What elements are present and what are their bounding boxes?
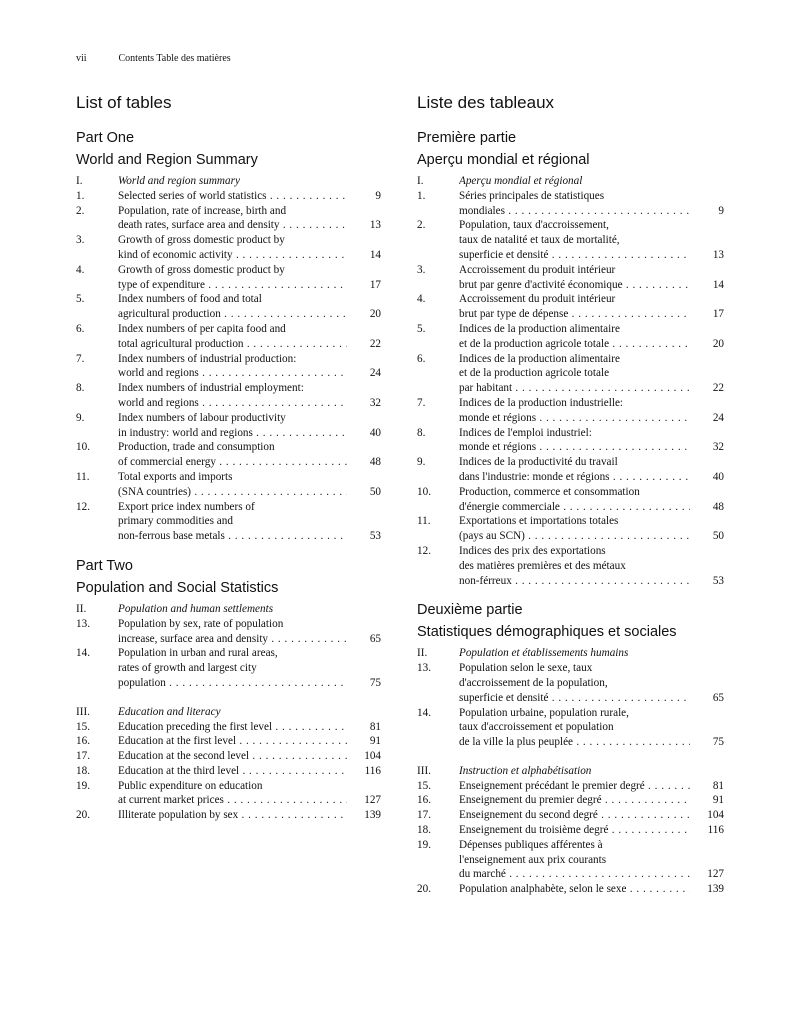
entry-title-line: Index numbers of industrial employment: <box>118 382 304 395</box>
entry-number: 2. <box>76 204 85 217</box>
entry-page-number[interactable]: 139 <box>707 883 724 896</box>
entry-title-line: type of expenditure . . . <box>118 278 347 293</box>
entry-title-line: Indices de la productivité du travail <box>459 456 618 469</box>
toc-entry[interactable] <box>417 455 724 485</box>
part-label: Deuxième partie <box>417 602 523 619</box>
entry-title <box>459 838 690 882</box>
entry-title-line: Exportations et importations totales <box>459 515 619 528</box>
entry-number: 4. <box>417 293 426 306</box>
entry-title-line: Illiterate population by sex . . . <box>118 808 347 823</box>
entry-title-line: et de la production agricole totale . . . <box>459 337 690 352</box>
entry-number: 15. <box>76 720 90 733</box>
entry-title <box>118 500 347 544</box>
group-heading <box>76 602 381 617</box>
group-numeral: I. <box>417 175 424 187</box>
toc-entry[interactable] <box>76 617 381 647</box>
entry-number: 16. <box>76 735 90 748</box>
group-numeral: II. <box>417 647 428 660</box>
entry-title-line: du marché . . . <box>459 867 690 882</box>
toc-entry[interactable] <box>417 544 724 588</box>
entry-number: 11. <box>417 515 431 528</box>
entry-title <box>118 189 347 204</box>
toc-entry[interactable] <box>417 779 724 794</box>
toc-entry[interactable] <box>76 734 381 749</box>
entry-title <box>459 793 690 808</box>
group-numeral: III. <box>417 764 431 777</box>
entry-page-number[interactable]: 81 <box>369 720 381 733</box>
entry-title-line: Export price index numbers of <box>118 500 255 513</box>
toc-entry[interactable] <box>76 749 381 764</box>
entry-page-number[interactable]: 65 <box>369 632 381 645</box>
entry-title-line: Enseignement précédant le premier degré . . . <box>459 779 690 794</box>
entry-number: 14. <box>417 706 431 719</box>
entry-number: 6. <box>76 322 85 335</box>
group-title-lines <box>118 602 347 617</box>
entry-title-line: Accroissement du produit intérieur <box>459 263 616 276</box>
toc-entry[interactable] <box>417 882 724 897</box>
toc-entry[interactable] <box>76 263 381 293</box>
entry-title-line: brut par genre d'activité économique . . . <box>459 278 690 293</box>
toc-entry[interactable] <box>76 779 381 809</box>
toc-entry[interactable] <box>417 189 724 219</box>
entry-number: 6. <box>417 352 426 365</box>
entry-page-number[interactable]: 9 <box>718 204 724 217</box>
entry-page-number[interactable]: 127 <box>707 868 724 881</box>
group-heading <box>76 705 381 720</box>
entry-number: 1. <box>76 189 85 202</box>
toc-entry[interactable] <box>417 352 724 396</box>
entry-title-line: world and regions . . . <box>118 366 347 381</box>
toc-entry[interactable] <box>417 514 724 544</box>
entry-number: 4. <box>76 263 85 276</box>
entry-title-line: de la ville la plus peuplée . . . <box>459 735 690 750</box>
toc-entry[interactable] <box>76 808 381 823</box>
toc-entry[interactable] <box>76 470 381 500</box>
toc-entry[interactable] <box>417 396 724 426</box>
entry-title-line: (pays au SCN) . . . <box>459 529 690 544</box>
entry-title <box>459 218 690 262</box>
entry-number: 10. <box>417 485 431 498</box>
entry-page-number[interactable]: 50 <box>369 485 381 498</box>
entry-title-line: Education at the second level . . . <box>118 749 347 764</box>
entry-page-number[interactable]: 116 <box>364 764 381 777</box>
toc-entry[interactable] <box>76 764 381 779</box>
entry-title-line: d'accroissement de la population, <box>459 676 608 689</box>
entry-page-number[interactable]: 104 <box>364 750 381 763</box>
entry-number: 5. <box>76 293 85 306</box>
entry-title-line: Enseignement du troisième degré . . . <box>459 823 690 838</box>
entry-number: 13. <box>417 662 431 675</box>
entry-title-line: primary commodities and <box>118 515 233 528</box>
list-title: List of tables <box>76 93 172 112</box>
entry-number: 7. <box>76 352 85 365</box>
toc-entry[interactable] <box>76 720 381 735</box>
entry-title-line: Population analphabète, selon le sexe . . . <box>459 882 690 897</box>
entry-number: 19. <box>417 838 431 851</box>
entry-title <box>459 292 690 322</box>
entry-number: 10. <box>76 441 90 454</box>
entry-title-line: mondiales . . . <box>459 204 690 219</box>
group-title-lines <box>118 174 347 189</box>
entry-title-line: Index numbers of food and total <box>118 293 262 306</box>
entry-title <box>459 426 690 456</box>
group-gap <box>76 691 381 705</box>
group-title-lines <box>118 705 347 720</box>
entry-page-number[interactable]: 14 <box>712 278 724 291</box>
entry-page-number[interactable]: 127 <box>364 794 381 807</box>
entry-title-line: Indices de la production industrielle: <box>459 396 624 409</box>
section-gap <box>417 588 724 602</box>
entry-title-line: kind of economic activity . . . <box>118 248 347 263</box>
entry-page-number[interactable]: 139 <box>364 809 381 822</box>
entry-page-number[interactable]: 40 <box>712 470 724 483</box>
entry-number: 18. <box>417 824 431 837</box>
entry-number: 3. <box>76 234 85 247</box>
entry-page-number[interactable]: 104 <box>707 809 724 822</box>
entry-title-line: d'énergie commerciale . . . <box>459 500 690 515</box>
entry-title-line: Population urbaine, population rurale, <box>459 706 629 719</box>
entry-title-line: Indices des prix des exportations <box>459 544 606 557</box>
entry-number: 14. <box>76 647 90 660</box>
entry-title-line: Selected series of world statistics . . . <box>118 189 347 204</box>
toc-entry[interactable] <box>76 411 381 441</box>
entry-title <box>459 514 690 544</box>
toc-entry[interactable] <box>76 189 381 204</box>
toc-entry[interactable] <box>417 661 724 705</box>
entry-page-number[interactable]: 91 <box>712 794 724 807</box>
entry-page-number[interactable]: 9 <box>375 189 381 202</box>
entry-title <box>459 823 690 838</box>
toc-entry[interactable] <box>417 838 724 882</box>
entry-title <box>118 749 347 764</box>
entry-page-number[interactable]: 75 <box>369 676 381 689</box>
entry-title <box>459 779 690 794</box>
entry-page-number[interactable]: 81 <box>712 779 724 792</box>
part-name: Aperçu mondial et régional <box>417 152 590 168</box>
entry-title-line: par habitant . . . <box>459 381 690 396</box>
toc-entry[interactable] <box>417 292 724 322</box>
entry-title-line: monde et régions . . . <box>459 440 690 455</box>
entry-title <box>459 485 690 515</box>
entry-title-line: Indices de la production alimentaire <box>459 322 620 335</box>
group-numeral: I. <box>76 175 83 187</box>
entry-number: 16. <box>417 794 431 807</box>
entry-title-line: death rates, surface area and density . . . <box>118 218 347 233</box>
entry-title-line: Population, rate of increase, birth and <box>118 204 287 217</box>
entry-number: 11. <box>76 470 90 483</box>
entry-title <box>118 470 347 500</box>
entry-title-line: Population in urban and rural areas, <box>118 647 278 660</box>
entry-number: 12. <box>76 500 90 513</box>
entry-title-line: Growth of gross domestic product by <box>118 234 285 247</box>
entry-title-line: agricultural production . . . <box>118 307 347 322</box>
entry-page-number[interactable]: 40 <box>369 426 381 439</box>
entry-title-line: Total exports and imports <box>118 470 233 483</box>
entry-title-line: Growth of gross domestic product by <box>118 263 285 276</box>
entry-page-number[interactable]: 14 <box>369 248 381 261</box>
entry-title-line: (SNA countries) . . . <box>118 485 347 500</box>
entry-title <box>118 764 347 779</box>
page-number: vii <box>76 53 87 64</box>
entry-page-number[interactable]: 22 <box>712 382 724 395</box>
toc-entry[interactable] <box>76 381 381 411</box>
toc-entry[interactable] <box>417 823 724 838</box>
entry-title-line: taux de natalité et taux de mortalité, <box>459 234 620 247</box>
entry-page-number[interactable]: 65 <box>712 691 724 704</box>
entry-number: 2. <box>417 219 426 232</box>
entry-title <box>459 455 690 485</box>
entry-title-line: Education at the third level . . . <box>118 764 347 779</box>
entry-title-line: monde et régions . . . <box>459 411 690 426</box>
entry-page-number[interactable]: 17 <box>369 278 381 291</box>
entry-title-line: l'enseignement aux prix courants <box>459 853 607 866</box>
toc-entry[interactable] <box>417 263 724 293</box>
entry-number: 18. <box>76 764 90 777</box>
group-title-lines <box>459 764 690 779</box>
toc-entry[interactable] <box>417 218 724 262</box>
group-heading <box>417 174 724 189</box>
entry-number: 19. <box>76 779 90 792</box>
entry-title <box>459 661 690 705</box>
running-head-title: Contents Table des matières <box>118 53 231 64</box>
entry-number: 20. <box>417 883 431 896</box>
entry-number: 17. <box>417 809 431 822</box>
entry-title <box>118 440 347 470</box>
entry-title <box>118 720 347 735</box>
entry-page-number[interactable]: 32 <box>369 396 381 409</box>
entry-title-line: population . . . <box>118 676 347 691</box>
entry-page-number[interactable]: 13 <box>369 219 381 232</box>
group-title: Education and literacy <box>118 705 221 718</box>
entry-number: 15. <box>417 779 431 792</box>
entry-title-line: Index numbers of industrial production: <box>118 352 297 365</box>
entry-page-number[interactable]: 53 <box>369 530 381 543</box>
entry-title-line: world and regions . . . <box>118 396 347 411</box>
running-head <box>76 53 231 64</box>
entry-title-line: Indices de l'emploi industriel: <box>459 426 592 439</box>
toc-entry[interactable] <box>76 233 381 263</box>
entry-page-number[interactable]: 32 <box>712 441 724 454</box>
entry-page-number[interactable]: 48 <box>369 456 381 469</box>
entry-page-number[interactable]: 53 <box>712 574 724 587</box>
entry-title <box>118 292 347 322</box>
entry-title <box>459 882 690 897</box>
entry-title <box>118 322 347 352</box>
entry-title-line: non-ferrous base metals . . . <box>118 529 347 544</box>
entry-page-number[interactable]: 22 <box>369 337 381 350</box>
entry-number: 8. <box>417 426 426 439</box>
entry-title-line: Enseignement du premier degré . . . <box>459 793 690 808</box>
entry-number: 12. <box>417 544 431 557</box>
entry-title <box>459 808 690 823</box>
entry-page-number[interactable]: 13 <box>712 248 724 261</box>
entry-title-line: Dépenses publiques afférentes à <box>459 838 603 851</box>
toc-entry[interactable] <box>417 793 724 808</box>
entry-title-line: increase, surface area and density . . . <box>118 632 347 647</box>
entry-page-number[interactable]: 20 <box>712 337 724 350</box>
toc-entry[interactable] <box>76 646 381 690</box>
entry-title-line: rates of growth and largest city <box>118 662 257 675</box>
toc-entry[interactable] <box>76 322 381 352</box>
entry-title-line: Index numbers of labour productivity <box>118 411 286 424</box>
entry-number: 20. <box>76 809 90 822</box>
entry-number: 9. <box>417 456 426 469</box>
group-heading <box>417 764 724 779</box>
entry-title <box>118 263 347 293</box>
entry-page-number[interactable]: 48 <box>712 500 724 513</box>
group-gap <box>417 750 724 764</box>
entry-title <box>459 322 690 352</box>
entry-title-line: total agricultural production . . . <box>118 337 347 352</box>
entry-title-line: Population, taux d'accroissement, <box>459 219 609 232</box>
group-title: Population et établissements humains <box>459 647 629 660</box>
entry-title <box>118 646 347 690</box>
entry-page-number[interactable]: 24 <box>712 411 724 424</box>
entry-page-number[interactable]: 50 <box>712 530 724 543</box>
entry-page-number[interactable]: 91 <box>369 735 381 748</box>
entry-title <box>118 734 347 749</box>
group-title: Instruction et alphabétisation <box>459 764 592 777</box>
entry-number: 8. <box>76 382 85 395</box>
toc-entry[interactable] <box>76 292 381 322</box>
entry-number: 9. <box>76 411 85 424</box>
group-numeral: III. <box>76 705 90 718</box>
entry-title-line: brut par type de dépense . . . <box>459 307 690 322</box>
entry-title <box>118 204 347 234</box>
entry-title <box>118 617 347 647</box>
group-title: Population and human settlements <box>118 602 274 615</box>
toc-entry[interactable] <box>417 808 724 823</box>
group-title: World and region summary <box>118 175 240 187</box>
french-column <box>417 92 724 897</box>
entry-title <box>118 779 347 809</box>
entry-title <box>459 396 690 426</box>
group-heading <box>76 174 381 189</box>
group-numeral: II. <box>76 602 87 615</box>
entry-page-number[interactable]: 24 <box>369 367 381 380</box>
entry-title-line: et de la production agricole totale <box>459 367 610 380</box>
entry-title <box>459 263 690 293</box>
entry-title-line: Accroissement du produit intérieur <box>459 293 616 306</box>
entry-number: 17. <box>76 750 90 763</box>
entry-title <box>459 189 690 219</box>
entry-title-line: Indices de la production alimentaire <box>459 352 620 365</box>
entry-title-line: dans l'industrie: monde et régions . . . <box>459 470 690 485</box>
group-title-lines <box>459 174 690 189</box>
entry-title-line: at current market prices . . . <box>118 793 347 808</box>
entry-title <box>459 544 690 588</box>
group-heading <box>417 646 724 661</box>
list-title: Liste des tableaux <box>417 93 555 112</box>
entry-title-line: superficie et densité . . . <box>459 248 690 263</box>
part-name: Statistiques démographiques et sociales <box>417 624 677 641</box>
entry-title <box>118 411 347 441</box>
toc-entry[interactable] <box>76 440 381 470</box>
entry-title-line: non-férreux . . . <box>459 574 690 589</box>
part-label: Part One <box>76 130 135 146</box>
entry-title-line: Education at the first level . . . <box>118 734 347 749</box>
entry-page-number[interactable]: 75 <box>712 736 724 749</box>
toc-entry[interactable] <box>417 485 724 515</box>
entry-number: 13. <box>76 617 90 630</box>
toc-entry[interactable] <box>76 352 381 382</box>
entry-number: 5. <box>417 322 426 335</box>
entry-title-line: in industry: world and regions . . . <box>118 426 347 441</box>
entry-title-line: Séries principales de statistiques <box>459 189 605 202</box>
entry-title <box>459 352 690 396</box>
entry-title-line: Population by sex, rate of population <box>118 617 284 630</box>
group-title: Aperçu mondial et régional <box>459 175 583 187</box>
entry-page-number[interactable]: 17 <box>712 308 724 321</box>
entry-title <box>118 381 347 411</box>
entry-page-number[interactable]: 116 <box>707 824 724 837</box>
entry-title-line: of commercial energy . . . <box>118 455 347 470</box>
entry-title-line: Index numbers of per capita food and <box>118 322 286 335</box>
toc-entry[interactable] <box>417 322 724 352</box>
part-label: Part Two <box>76 557 133 574</box>
entry-title-line: Production, trade and consumption <box>118 441 275 454</box>
entry-title <box>459 706 690 750</box>
group-title-lines <box>459 646 690 661</box>
entry-title <box>118 233 347 263</box>
entry-title-line: Population selon le sexe, taux <box>459 662 593 675</box>
entry-title <box>118 808 347 823</box>
entry-number: 1. <box>417 189 426 202</box>
english-column <box>76 92 381 823</box>
entry-title <box>118 352 347 382</box>
entry-number: 3. <box>417 263 426 276</box>
entry-title-line: Enseignement du second degré . . . <box>459 808 690 823</box>
toc-entry[interactable] <box>76 204 381 234</box>
toc-entry[interactable] <box>76 500 381 544</box>
entry-title-line: Education preceding the first level . . . <box>118 720 347 735</box>
entry-number: 7. <box>417 396 426 409</box>
toc-entry[interactable] <box>417 426 724 456</box>
entry-title-line: des matières premières et des métaux <box>459 559 626 572</box>
part-name: World and Region Summary <box>76 152 258 168</box>
toc-entry[interactable] <box>417 706 724 750</box>
part-label: Première partie <box>417 130 517 146</box>
part-name: Population and Social Statistics <box>76 579 279 596</box>
entry-title-line: Public expenditure on education <box>118 779 263 792</box>
entry-page-number[interactable]: 20 <box>369 308 381 321</box>
section-gap <box>76 544 381 558</box>
entry-title-line: superficie et densité . . . <box>459 691 690 706</box>
entry-title-line: taux d'accroissement et population <box>459 721 614 734</box>
entry-title-line: Production, commerce et consommation <box>459 485 640 498</box>
